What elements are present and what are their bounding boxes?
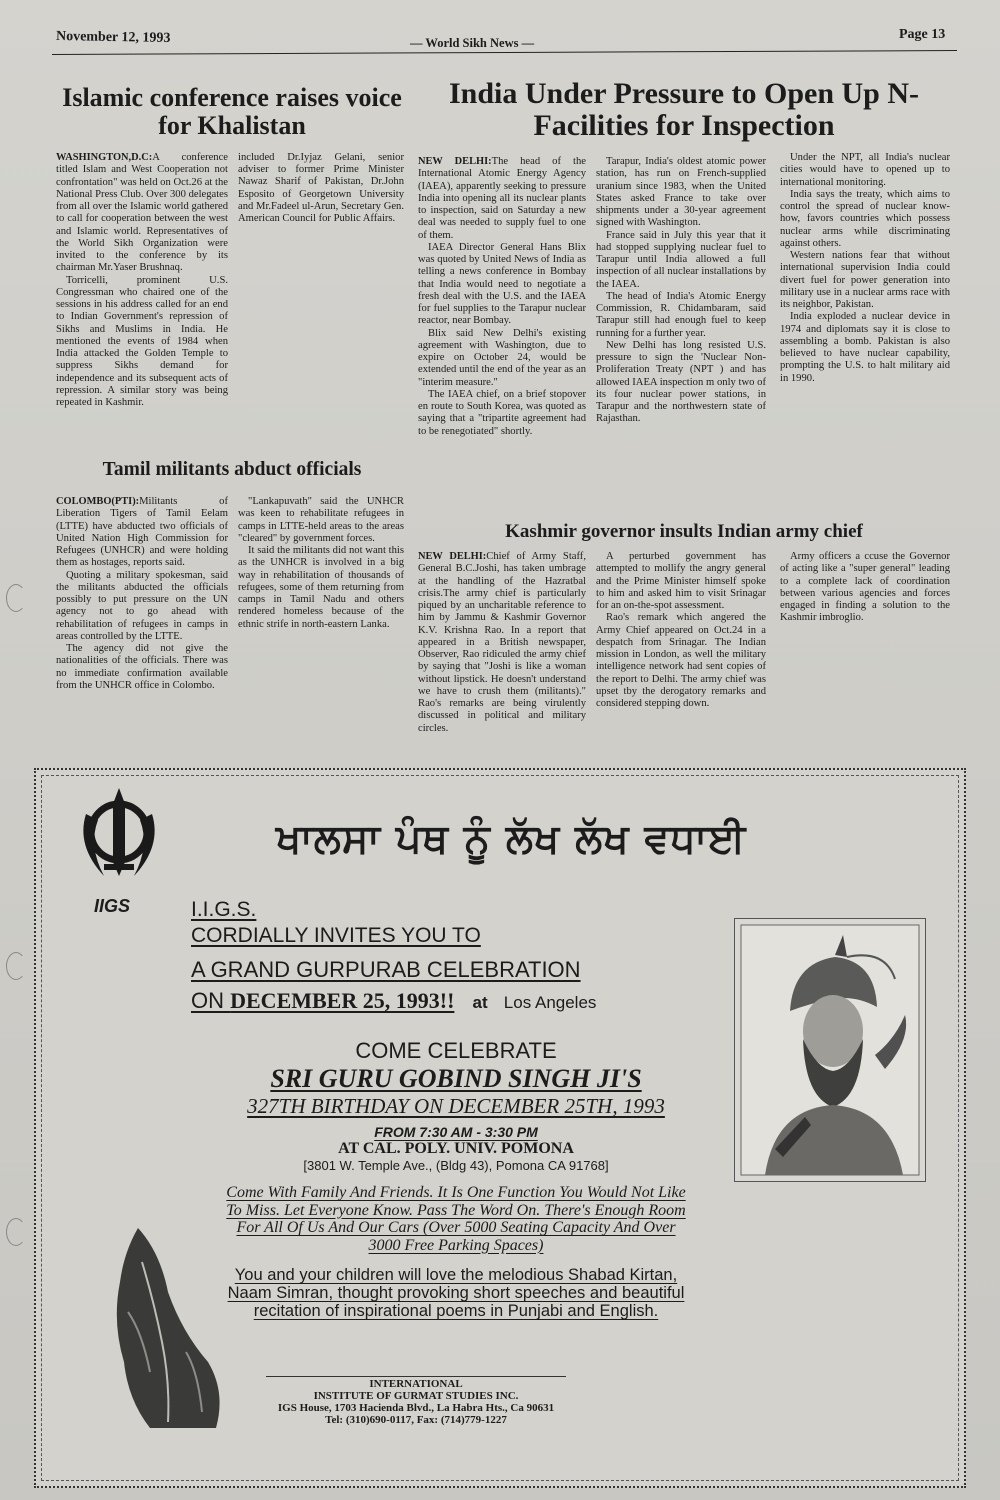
article-paragraph: The head of India's Atomic Energy Commission, R. Chidambaram, said Tarapur still had enough fuel to keep running for a further year. <box>596 290 766 339</box>
article-column <box>238 152 404 452</box>
issue-date: November 12, 1993 <box>55 29 171 46</box>
article-paragraph: "Lankapuvath" said the UNHCR was keen to rehabilitate refugees in camps in LTTE-held areas to the areas "cleared" by government forces. <box>238 496 404 544</box>
event-date: DECEMBER 25, 1993!! <box>230 988 455 1013</box>
newspaper-name: — World Sikh News — <box>410 36 535 50</box>
guru-name: SRI GURU GOBIND SINGH JI'S <box>270 1064 642 1093</box>
article-column <box>418 551 586 751</box>
dateline: COLOMBO(PTI): <box>56 496 140 507</box>
event-venue: AT CAL. POLY. UNIV. POMONA <box>338 1140 574 1157</box>
headline-kashmir-governor: Kashmir governor insults Indian army chief <box>505 521 863 542</box>
binder-hole <box>6 584 26 612</box>
guru-portrait <box>734 918 926 1182</box>
headline-islamic-conference: Islamic conference raises voice for Khalistan <box>62 83 402 141</box>
ad-date-line: ON DECEMBER 25, 1993!! at Los Angeles <box>191 988 597 1013</box>
iigs-logo-text: IIGS <box>94 896 131 916</box>
article-paragraph: Army officers a ccuse the Governor of acting like a "super general" leading to a complete lack of coordination between various agencies and forces engaged in finding a solution to the Kashmir imbroglio. <box>780 551 950 624</box>
ad-invite-line: CORDIALLY INVITES YOU TO <box>191 924 481 947</box>
article-paragraph: Militants of Liberation Tigers of Tamil Eelam (LTTE) have abducted two officials of United Nation High Commission for Refugees (UNHCR) and were holding them as hostages, reports said. <box>56 496 228 569</box>
binder-hole <box>6 1218 26 1246</box>
gurpurab-advertisement <box>34 768 966 1488</box>
dateline: NEW DELHI: <box>418 156 492 167</box>
article-paragraph: The IAEA chief, on a brief stopover en route to South Korea, was quoted as saying that a "tripartite agreement had to be renegotiated" shortly. <box>418 388 586 437</box>
program-description: You and your children will love the melodious Shabad Kirtan, Naam Simran, thought provoking short speeches and beautiful recitation of inspirational poems in Punjabi and English. <box>227 1266 685 1320</box>
birthday-line: 327TH BIRTHDAY ON DECEMBER 25TH, 1993 <box>247 1094 665 1118</box>
article-column <box>56 496 228 736</box>
article-paragraph: The head of the International Atomic Energy Agency (IAEA), apparently seeking to pressure India into opening all its nuclear plants to inspection, said on Saturday a new deal was needed to supply fuel to one of them. <box>418 156 586 241</box>
punjabi-heading: ਖਾਲਸਾ ਪੰਥ ਨੂੰ ਲੱਖ ਲੱਖ ਵਧਾਈ <box>276 816 747 862</box>
binder-hole <box>6 952 26 980</box>
article-paragraph: IAEA Director General Hans Blix was quoted by United News of India as telling a news conference in Bombay that India would need to negotiate a fresh deal with the U.S. and the IAEA for fuel supplies to the Tarapur nuclear reactor, near Bombay. <box>418 241 586 327</box>
article-column <box>780 551 950 751</box>
khanda-icon <box>74 784 164 894</box>
come-celebrate: COME CELEBRATE <box>355 1038 557 1063</box>
article-column <box>596 156 766 516</box>
footer-rule <box>266 1376 566 1377</box>
dateline: NEW DELHI: <box>418 551 487 562</box>
article-paragraph: A conference titled Islam and West Cooperation not confrontation" was held on Oct.26 at the National Press Club. Over 300 delegates from all over the Islamic world gathered to call for cooperation between the west and Islamic world. Representatives of the World Sikh Organization were invited to the conference by its chairman Mr.Yaser Brushnaq. <box>56 152 228 274</box>
article-column <box>596 551 766 751</box>
article-paragraph: India exploded a nuclear device in 1974 and diplomats say it is close to assembling a bomb. Pakistan is also believed to have nuclear capability, prompting the U.S. to halt military aid in 1990. <box>780 311 950 384</box>
praying-hands-illustration <box>98 1222 238 1434</box>
article-paragraph: New Delhi has long resisted U.S. pressure to sign the 'Nuclear Non-Proliferation Treaty (NPT ) and has allowed IAEA inspection m only two of its four nuclear power stations, in Tarapur and the northwestern state of Rajasthan. <box>596 339 766 425</box>
article-paragraph: included Dr.Iyjaz Gelani, senior adviser to former Prime Minister Nawaz Sharif of Pakistan, Dr.John Esposito of Georgetown University and Mr.Fadeel ul-Arun, Secretary Gen. American Council for Public Affairs. <box>238 152 404 224</box>
article-column <box>780 152 950 516</box>
headline-india-n-facilities: India Under Pressure to Open Up N-Facilities for Inspection <box>448 77 920 143</box>
ad-celebration-line: A GRAND GURPURAB CELEBRATION <box>191 957 581 982</box>
dateline: WASHINGTON,D.C: <box>56 152 153 163</box>
praying-hands-icon <box>98 1222 238 1434</box>
headline-tamil-militants: Tamil militants abduct officials <box>102 459 362 480</box>
article-paragraph: Rao's remark which angered the Army Chief appeared on Oct.24 in a despatch from Srinagar. The Indian mission in London, as well the military intelligence network had sent copies of the report to Delhi. The army chief was upset tby the derogatory remarks and considered stepping down. <box>596 612 766 709</box>
article-column <box>56 152 228 452</box>
article-paragraph: A perturbed government has attempted to mollify the angry general and the Prime Minister himself spoke to him and asked him to visit Srinagar for an on-the-spot assessment. <box>596 551 766 611</box>
event-city: Los Angeles <box>503 993 597 1012</box>
venue-address: [3801 W. Temple Ave., (Bldg 43), Pomona CA 91768] <box>303 1158 609 1173</box>
article-paragraph: It said the militants did not want this as the UNHCR is involved in a big way in rehabilitation of thousands of refugees, some of them returning from camps in Tamil Nadu and others rendered homeless because of the ethnic strife in north-eastern Lanka. <box>238 545 404 630</box>
article-paragraph: Tarapur, India's oldest atomic power station, has run on French-supplied uranium since 1983, when the United States asked France to take over shipments under a 30-year agreement signed with Washington. <box>596 156 766 229</box>
ad-footer: INTERNATIONAL INSTITUTE OF GURMAT STUDIES INC. IGS House, 1703 Hacienda Blvd., La Habra Hts., Ca 90631 Tel: (310)690-0117, Fax: (714)779-1227 <box>277 1378 555 1426</box>
khanda-logo <box>74 784 164 924</box>
page-number: Page 13 <box>899 27 946 42</box>
ad-org-name: I.I.G.S. <box>191 898 257 921</box>
article-paragraph: Chief of Army Staff, General B.C.Joshi, has taken umbrage at the handling of the Hazratbal crisis.The army chief is particularly piqued by an uncharitable reference to him by Jammu & Kashmir Governor K.V. Krishna Rao. In a report that appeared in a British newspaper, Observer, Rao ridiculed the army chief by saying that "Joshi is like a woman without lipstick. He doesn't understand we have to crush them (militants)." Rao's remarks are being virulently discussed in political and military circles. <box>418 551 586 734</box>
article-paragraph: Quoting a military spokesman, said the militants abducted the officials possibly to put pressure on the UN agency not to go ahead with rehabilitation of refugees in camps in areas controlled by the LTTE. <box>56 569 228 642</box>
article-paragraph: India says the treaty, which aims to control the spread of nuclear know-how, favors countries which possess nuclear arms while discriminating against others. <box>780 188 950 249</box>
article-paragraph: Blix said New Delhi's existing agreement with Washington, due to expire on October 24, would be extended until the end of the year as an "interim measure." <box>418 327 586 388</box>
article-column <box>418 156 586 516</box>
family-invitation: Come With Family And Friends. It Is One Function You Would Not Like To Miss. Let Everyone Know. Pass The Word On. There's Enough Room For All Of Us And Our Cars (Over 5000 Seating Capacity And Over 3000 Free Parking Spaces) <box>226 1184 686 1254</box>
article-paragraph: Under the NPT, all India's nuclear cities would have to opened up to international monitoring. <box>780 152 950 188</box>
article-paragraph: France said in July this year that it had stopped supplying nuclear fuel to Tarapur until India allowed a full inspection of all nuclear installations by the IAEA. <box>596 229 766 290</box>
article-column <box>238 496 404 736</box>
event-time: FROM 7:30 AM - 3:30 PM <box>374 1124 538 1140</box>
portrait-illustration <box>735 919 925 1181</box>
article-paragraph: The agency did not give the nationalities of the officials. There was no immediate confirmation available from the UNHCR office in Colombo. <box>56 643 228 691</box>
article-paragraph: Western nations fear that without international supervision India could divert fuel for power generation into military use in a nuclear arms race with its neighbor, Pakistan. <box>780 250 950 310</box>
article-paragraph: Torricelli, prominent U.S. Congressman who chaired one of the sessions in his address called for an end to Indian Government's repression of Sikhs and Muslims in India. He mentioned the events of 1984 when India attacked the Golden Temple to suppress Sikhs demand for independence and its subsequent acts of repression. A similar story was being repeated in Kashmir. <box>56 274 228 408</box>
